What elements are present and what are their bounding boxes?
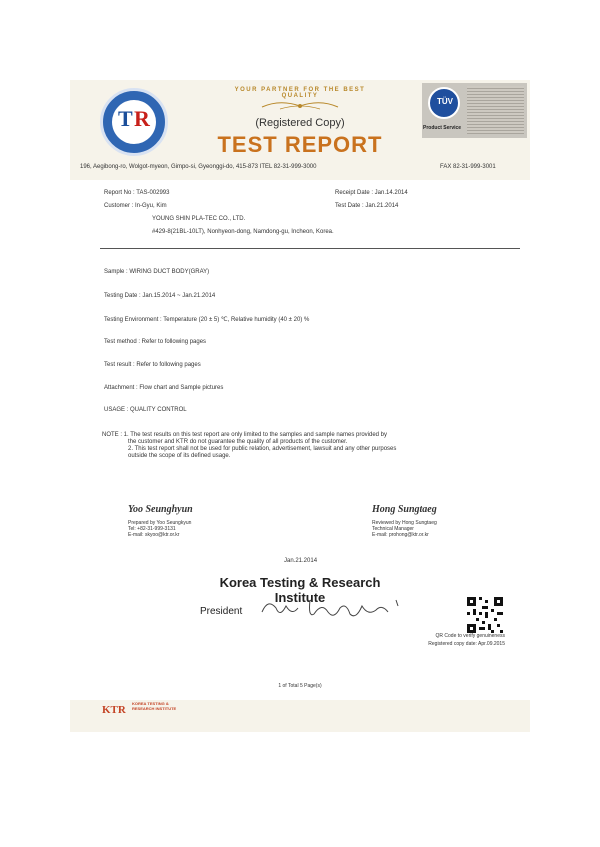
tagline: YOUR PARTNER FOR THE BEST QUALITY xyxy=(234,87,366,99)
usage: USAGE : QUALITY CONTROL xyxy=(104,407,187,413)
test-result: Test result : Refer to following pages xyxy=(104,362,201,368)
president-label: President xyxy=(200,606,243,617)
customer-company: YOUNG SHIN PLA-TEC CO., LTD. xyxy=(152,216,246,222)
prepared-tel: Tel: +82-31-999-3131 xyxy=(128,526,176,532)
sample: Sample : WIRING DUCT BODY(GRAY) xyxy=(104,269,210,275)
report-header xyxy=(70,80,530,180)
address-line: 196, Aegibong-ro, Wolgot-myeon, Gimpo-si, Gyeonggi-do, 415-873 ITEL 82-31-999-3000 FAX 82-31-999-3001 xyxy=(80,164,496,170)
ornament-icon xyxy=(260,97,340,113)
reviewed-email: E-mail: prohong@ktr.or.kr xyxy=(372,532,429,538)
page-count: 1 of Total 5 Page(s) xyxy=(278,683,322,689)
issue-date: Jan.21.2014 xyxy=(284,558,318,564)
qr-label: QR Code to verify genuineness Registered copy date: Apr.09.2015 xyxy=(370,632,505,648)
report-number: Report No : TAS-002993 xyxy=(104,190,170,196)
fax-number: FAX 82-31-999-3001 xyxy=(440,164,496,170)
registered-copy-date: Registered copy date: Apr.09.2015 xyxy=(428,641,505,647)
testing-date: Testing Date : Jan.15.2014 ~ Jan.21.2014 xyxy=(104,293,216,299)
testing-environment: Testing Environment : Temperature (20 ± 5) ℃, Relative humidity (40 ± 20) % xyxy=(104,317,310,323)
registered-copy-label: (Registered Copy) xyxy=(255,117,345,129)
president-signature xyxy=(258,594,408,624)
tuv-certificate: TÜV Product Service xyxy=(422,83,527,138)
qr-code-icon xyxy=(467,597,503,633)
footer-band xyxy=(70,700,530,732)
divider xyxy=(100,248,520,249)
institute-name: Korea Testing & Research Institute xyxy=(219,575,381,605)
reviewed-title: Technical Manager xyxy=(372,526,414,532)
receipt-date: Receipt Date : Jan.14.2014 xyxy=(335,190,408,196)
attachment: Attachment : Flow chart and Sample pictures xyxy=(104,385,224,391)
note-block: NOTE : 1. The test results on this test report are only limited to the samples and sample names provided by the customer and KTR do not guarantee the quality of all products of the customer. 2. This test report shall not be used for public relation, advertisement, lawsuit and any other purposes outside the scope of its defined usage. xyxy=(102,432,397,459)
test-method: Test method : Refer to following pages xyxy=(104,339,207,345)
reviewed-by: Reviewed by Hong Sungtaeg xyxy=(372,520,437,526)
reviewed-signature: Hong Sungtaeg xyxy=(372,504,437,515)
prepared-by: Prepared by Yoo Seungkyun xyxy=(128,520,192,526)
ktr-footer-logo: KTR KOREA TESTING & RESEARCH INSTITUTE xyxy=(102,701,177,716)
customer-name: Customer : In-Gyu, Kim xyxy=(104,203,167,209)
prepared-signature: Yoo Seunghyun xyxy=(128,504,193,515)
customer-address: #429-8(21BL-10LT), Nonhyeon-dong, Namdong-gu, Incheon, Korea. xyxy=(152,229,334,235)
ktr-seal-logo: T R xyxy=(100,88,168,156)
prepared-email: E-mail: skyoo@ktr.or.kr xyxy=(128,532,180,538)
report-title: TEST REPORT xyxy=(217,132,383,157)
tuv-logo-icon: TÜV xyxy=(428,87,460,119)
report-page xyxy=(70,80,530,732)
test-date: Test Date : Jan.21.2014 xyxy=(335,203,399,209)
certificate-image xyxy=(467,86,524,134)
